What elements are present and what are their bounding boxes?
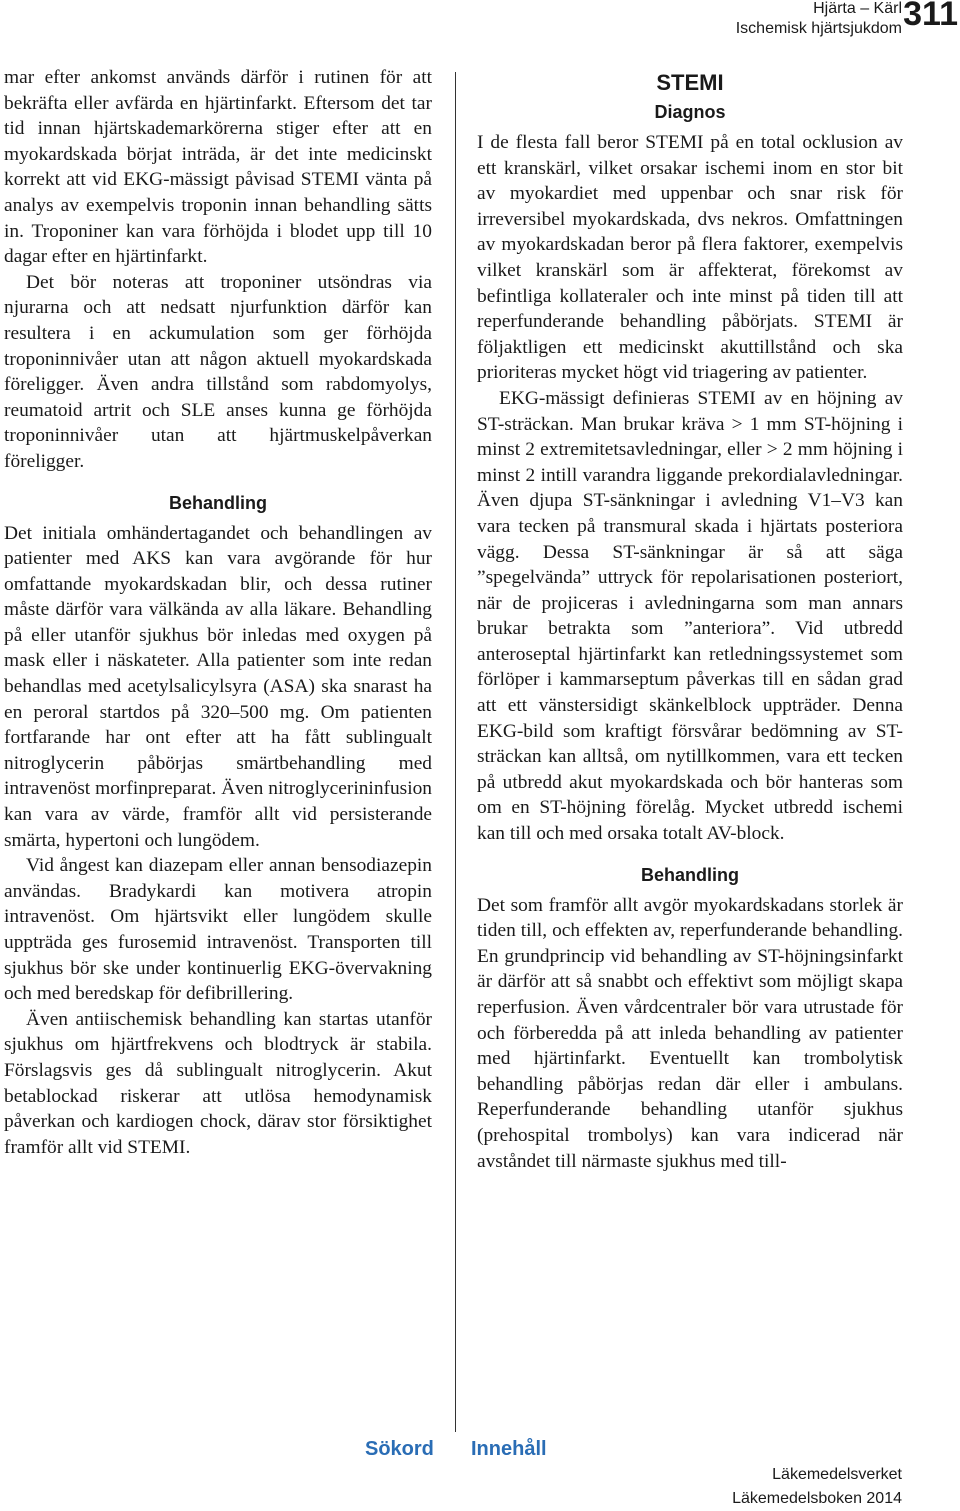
left-column: [4, 65, 432, 1160]
section-title: Hjärta – Kärl: [813, 0, 902, 17]
section-heading-behandling: Behandling: [169, 492, 267, 513]
running-head: [736, 0, 902, 39]
paragraph: mar efter ankomst används därför i rutinen för att bekräfta eller avfärda en hjärtinfarkt. Eftersom det tar tid innan hjärtskademarkörerna stiger efter att en myokardskada börjat inträda, är det inte medicinskt korrekt att vid EKG-mässigt påvisad STEMI vänta på analys av exempelvis troponin innan behandling sätts in. Troponiner kan vara förhöjda i blodet upp till 10 dagar efter en hjärtinfarkt.: [4, 67, 432, 268]
chapter-title: Ischemisk hjärtsjukdom: [735, 20, 902, 37]
paragraph: Det initiala omhändertagandet och behandlingen av patienter med AKS kan vara avgörande för hur omfattande myokardskadan blir, och dessa rutiner måste därför vara välkända av alla läkare. Behandling på eller utanför sjukhus bör inledas med oxygen på mask eller i näskateter. Alla patienter som inte redan behandlas med acetylsalicylsyra (ASA) ska snarast ha en peroral startdos på 320–500 mg. Om patienten fortfarande har ont efter att ha fått sublingualt nitroglycerin påbörjas smärtbehandling med intravenöst morfinpreparat. Även nitroglycerininfusion kan vara av värde, framför allt vid persisterande smärta, hypertoni och lungödem.: [4, 522, 432, 851]
footer-navigation: [360, 1438, 570, 1468]
section-heading-stemi: STEMI: [656, 70, 724, 95]
paragraph: I de flesta fall beror STEMI på en total ocklusion av ett kranskärl, vilket orsakar ischemi inom en stor bit av myokardiet med uppenbar och snar risk för irreversibel myokardskada, dvs nekros. Omfattningen av myokardskadan beror på flera faktorer, exempelvis vilket kranskärl som är affekterat, förekomst av befintliga kollateraler och inte minst på tiden till att reperfunderande behandling påbörjats. STEMI är följaktligen ett medicinskt akuttillstånd och ska prioriteras mycket högt vid triagering av patienter.: [477, 132, 903, 384]
publisher-info: [732, 1463, 902, 1511]
paragraph: EKG-mässigt definieras STEMI av en höjning av ST-sträckan. Man brukar kräva > 1 mm ST-höjning i minst 2 extremitetsavledningar, eller > 2 mm höjning i minst 2 intill varandra liggande prekordialavledningar. Även djupa ST-sänkningar i avledning V1–V3 kan vara tecken på transmural skada i hjärtats posteriora vägg. Dessa ST-sänkningar är så att säga ”spegelvända” uttryck för repolarisationen posteriort, när de projiceras i avledningarna som man annars brukar betrakta som ”anteriora”. Vid utbredd anteroseptal hjärtinfarkt kan retledningssystemet som förlöper i kammarseptum påverkas till en sådan grad att ett vänstersidigt skänkelblock uppträder. Denna EKG-bild som kraftigt försvårar bedömning av ST-sträckan kan alltså, om nytillkommen, vara ett tecken på utbredd akut myokardskada och bör hanteras som om en ST-höjning förelåg. Mycket utbredd ischemi kan till och med orsaka totalt AV-block.: [477, 387, 903, 845]
page-header: [0, 0, 960, 50]
paragraph: Det bör noteras att troponiner utsöndras via njurarna och att nedsatt njurfunktion därför kan resultera i en ackumulation som ger förhöjda troponinnivåer utan att någon aktuell myokardskada föreligger. Även andra tillstånd som rabdomyolys, reumatoid artrit och SLE anses kunna ge förhöjda troponinnivåer utan att hjärtmuskelpåverkan föreligger.: [4, 271, 432, 472]
page-number: 311: [903, 0, 958, 33]
column-divider: [455, 72, 456, 1432]
paragraph: Även antiischemisk behandling kan startas utanför sjukhus om hjärtfrekvens och blodtryck är stabila. Förslagsvis ges då sublingualt nitroglycerin. Akut betablockad riskerar att utlösa hemodynamisk påverkan och kardiogen chock, därav stor försiktighet framför allt vid STEMI.: [4, 1008, 432, 1158]
sokord-link[interactable]: Sökord: [365, 1438, 434, 1460]
publisher-name: Läkemedelsverket: [772, 1466, 902, 1483]
paragraph: Vid ångest kan diazepam eller annan bensodiazepin användas. Bradykardi kan motivera atropin intravenöst. Om hjärtsvikt eller lungödem skulle uppträda ges furosemid intravenöst. Transporten till sjukhus bör ske under kontinuerlig EKG-övervakning och med beredskap för defibrillering.: [4, 855, 432, 1005]
section-heading-behandling: Behandling: [641, 864, 739, 885]
innehall-link[interactable]: Innehåll: [471, 1438, 547, 1460]
paragraph: Det som framför allt avgör myokardskadans storlek är tiden till, och effekten av, reperfunderande behandling. En grundprincip vid behandling av ST-höjningsinfarkt är därför att så snabbt och effektivt som möjligt skapa reperfusion. Även vårdcentraler bör vara utrustade för och förberedda på att inleda behandling av patienter med hjärtinfarkt. Eventuellt kan trombolytisk behandling påbörjas redan där eller i ambulans. Reperfunderande behandling utanför sjukhus (prehospital trombolys) kan vara indicerad när avståndet till närmaste sjukhus med till-: [477, 894, 903, 1172]
section-heading-diagnos: Diagnos: [654, 102, 726, 122]
right-column: [477, 70, 903, 1174]
book-title: Läkemedelsboken 2014: [732, 1490, 902, 1507]
